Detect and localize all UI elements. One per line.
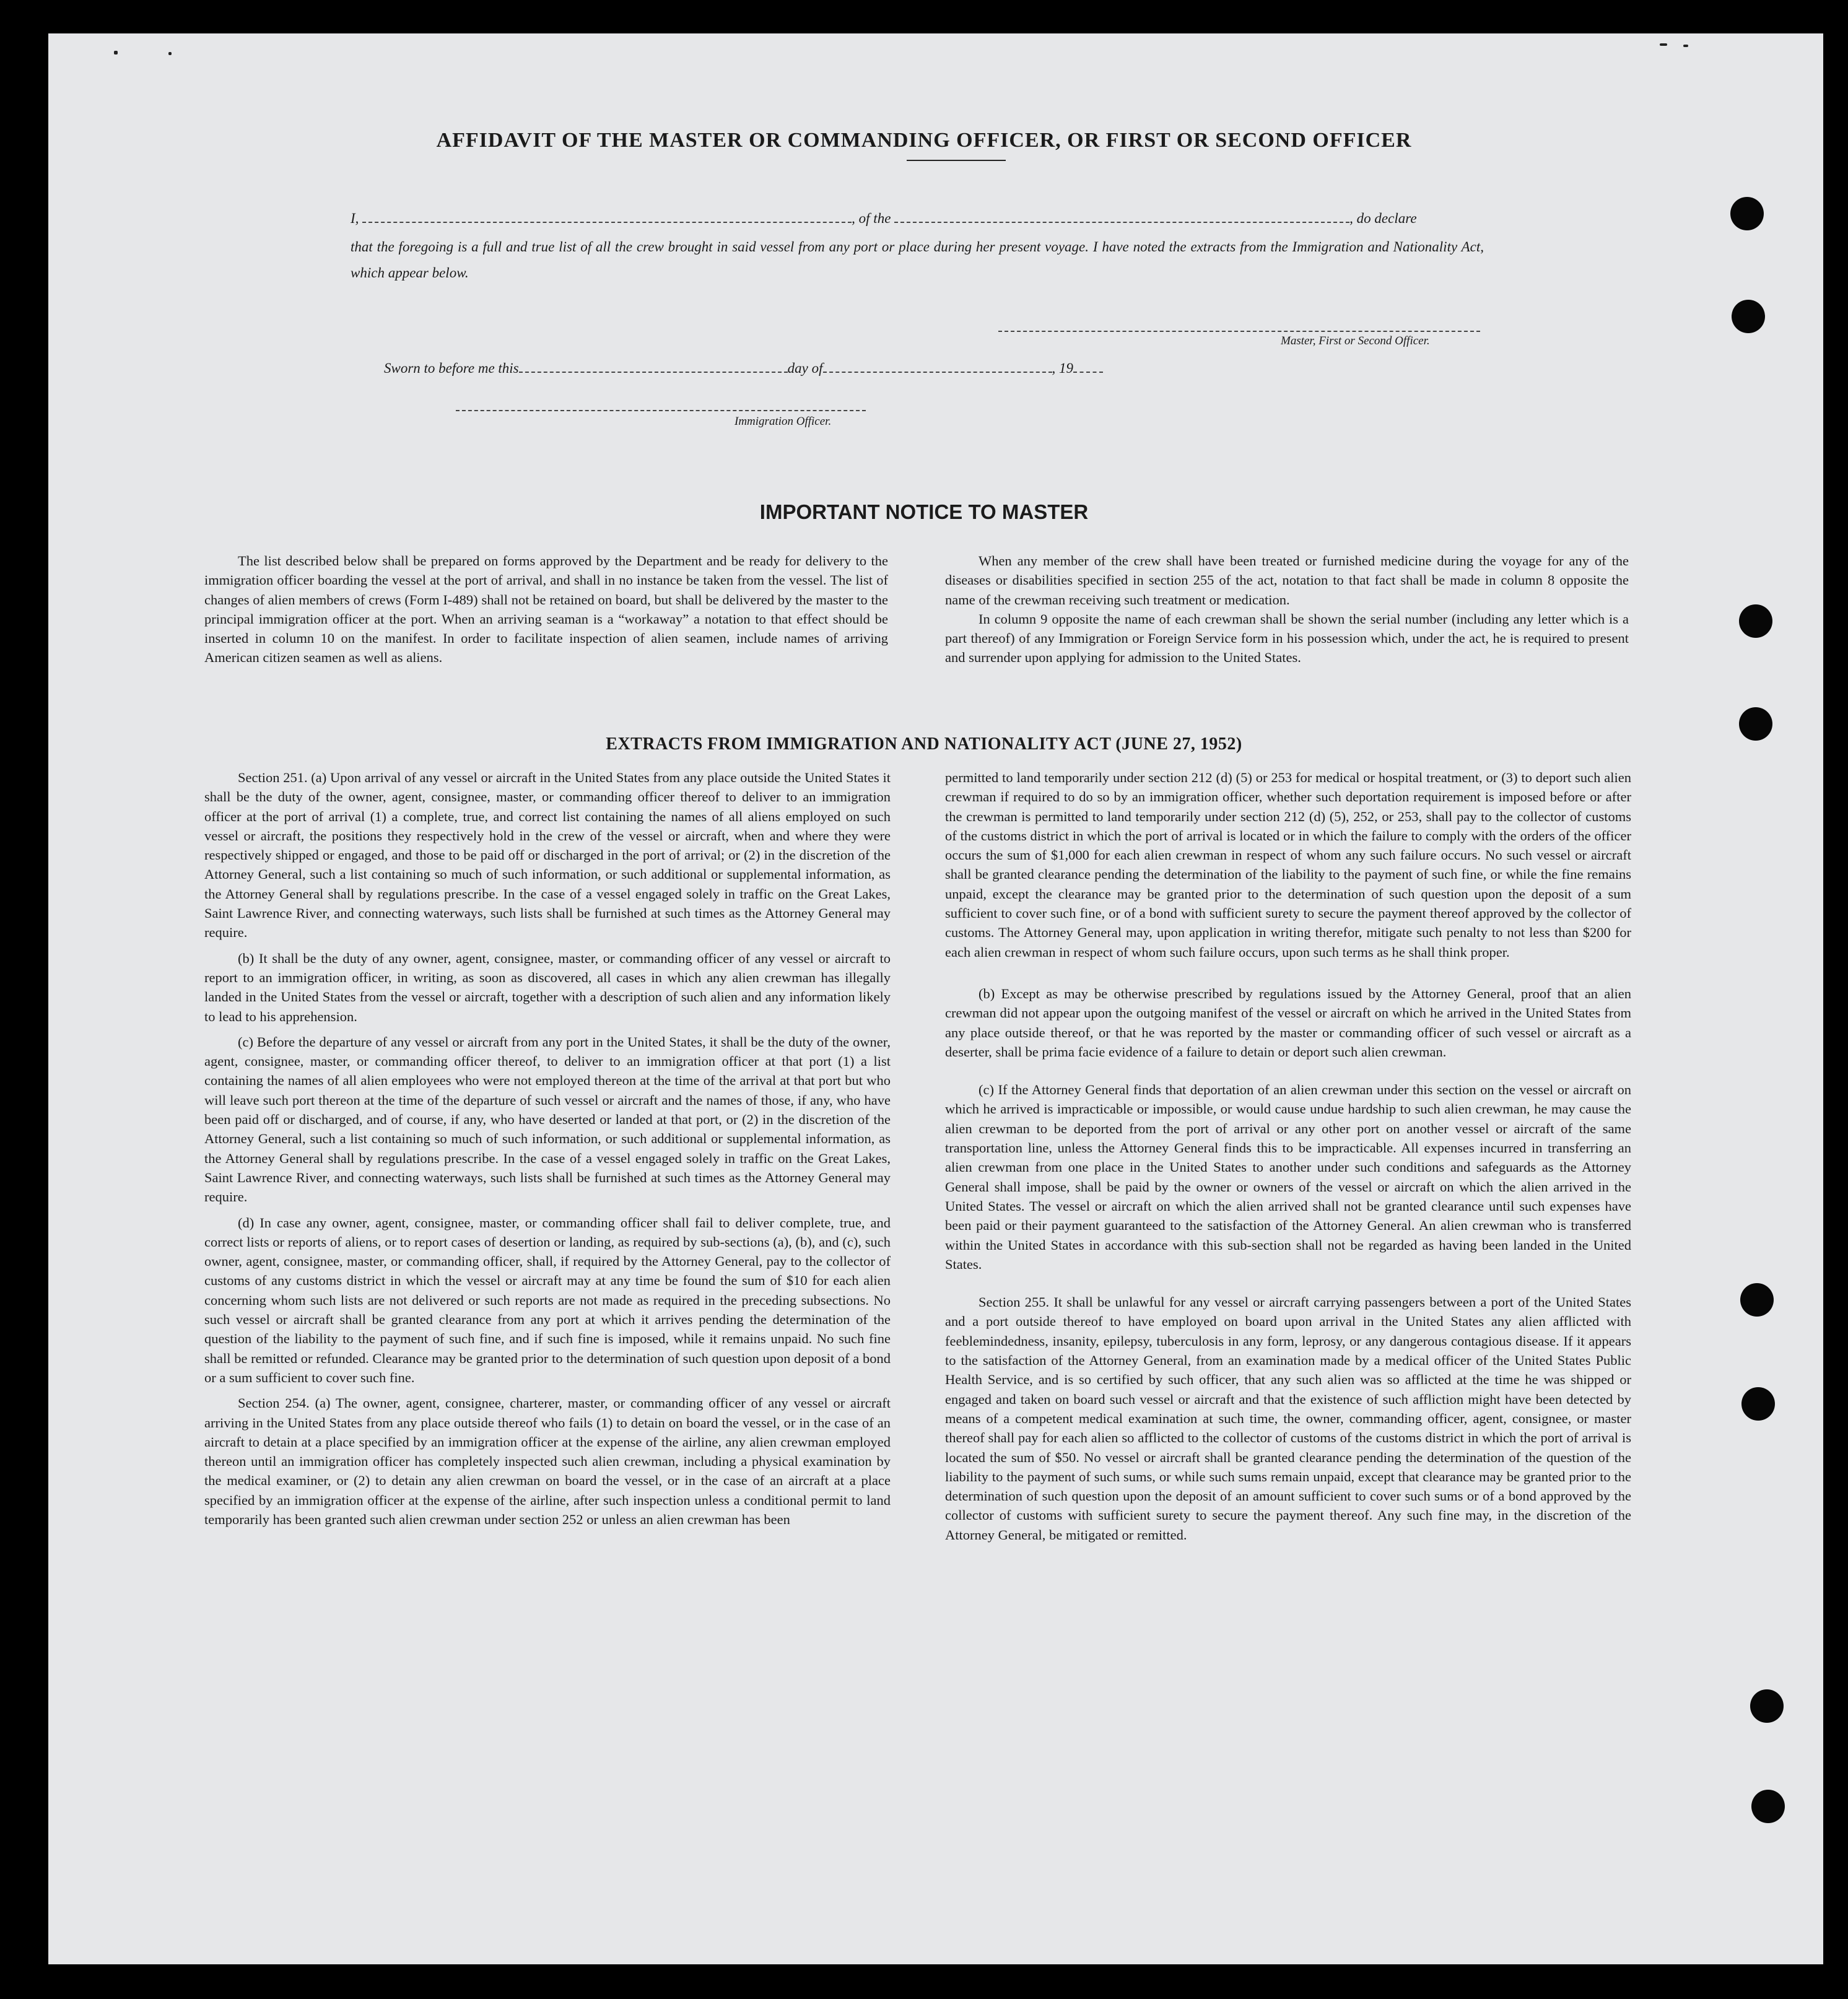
act-paragraph: (c) If the Attorney General finds that deportation of an alien crewman under this section on the vessel or aircraft on which he arrived is impracticable or impossible, or would cause undue hardship to such alien crewman, he may cause the alien crewman to be deported from the port of arrival or any other port on another vessel or aircraft of the same transportation line, unless the Attorney General finds this to be impracticable. All expenses incurred in transferring an alien crewman from one place in the United States to another under such conditions and safeguards as the Attorney General shall impose, shall be paid by the owner or owners of the vessel or aircraft on which the alien arrived in the United States. The vessel or aircraft on which the alien arrived shall not be granted clearance until such expenses have been paid or their payment guaranteed to the satisfaction of the Attorney General. An alien crewman who is transferred within the United States in accordance with this sub-section shall not be regarded as having been landed in the United States. [945,1082,1631,1272]
punch-hole [1732,300,1765,333]
notice-right-column [945,551,1629,668]
notice-left-column [204,551,888,668]
act-paragraph: (c) Before the departure of any vessel or aircraft from any port in the United States, it shall be the duty of the owner, agent, consignee, master, or commanding officer thereof, to deliver to an immigration officer at that port (1) a list containing the names of all alien employees who were not employed thereon at the time of the arrival at that port but who will leave such port thereon at the time of the departure of such vessel or aircraft and the names of those, if any, who have been paid off or discharged, and of course, if any, who have deserted or landed at that port, or (2) in the discretion of the Attorney General, such a list containing so much of such information, or such additional or supplemental information, as the Attorney General shall by regulations prescribe. In the case of a vessel engaged solely in traffic on the Great Lakes, Saint Lawrence River, and connecting waterways, such lists shall be furnished at such times as the Attorney General may require. [204,1034,891,1205]
title-rule [907,160,1006,161]
act-paragraph: Section 255. It shall be unlawful for any vessel or aircraft carrying passengers between a port of the United States and a port outside thereof to have employed on board upon arrival in the United States any alien afflicted with feeblemindedness, insanity, epilepsy, tuberculosis in any form, leprosy, or any dangerous contagious disease. If it appears to the satisfaction of the Attorney General, from an examination made by a medical officer of the United States Public Health Service, and is so certified by such officer, that any such alien was so afflicted at the time he was shipped or engaged and taken on board such vessel or aircraft and that the existence of such affliction might have been detected by means of a competent medical examination at such time, the owner, commanding officer, agent, consignee, or master thereof shall pay for each alien so afflicted to the collector of customs of the customs district in which the port of arrival is located the sum of $50. No vessel or aircraft shall be granted clearance pending the determination of the question of the liability to the payment of such sums, or while such sums remain unpaid, except that clearance may be granted prior to the determination of such question upon the deposit of an amount sufficient to cover such sums or of a bond approved by the collector of customs with sufficient surety to secure the payment thereof. Any such fine may, in the discretion of the Attorney General, be mitigated or remitted. [945,1294,1631,1543]
scan-speck [114,51,118,54]
do-declare-label: , do declare [1349,211,1417,226]
declaration-text: that the foregoing is a full and true list of all the crew brought in said vessel from any port or place during her present voyage. I have noted the extracts from the Immigration and Nationality Act, which appear below. [351,239,1484,281]
master-signature-line[interactable] [998,331,1480,332]
extracts-title: EXTRACTS FROM IMMIGRATION AND NATIONALITY ACT (JUNE 27, 1952) [606,734,1242,754]
affidavit-title: AFFIDAVIT OF THE MASTER OR COMMANDING OFFICER, OR FIRST OR SECOND OFFICER [436,129,1412,152]
sworn-day-field[interactable] [519,371,788,373]
punch-hole [1751,1790,1785,1823]
scan-speck [1683,45,1688,47]
of-the-label: , of the [852,211,891,226]
sworn-row [384,360,1103,377]
punch-hole [1741,1387,1775,1421]
vessel-field[interactable] [894,221,1349,223]
scan-speck [1660,43,1667,46]
notice-right-paragraph: When any member of the crew shall have been treated or furnished medicine during the voyage for any of the diseases or disabilities specified in section 255 of the act, notation to that fact shall be made in column 8 opposite the name of the crewman receiving such treatment or medication. [945,553,1629,608]
act-paragraph: (b) It shall be the duty of any owner, agent, consignee, master, or commanding officer of any vessel or aircraft to report to an immigration officer, in writing, as soon as discovered, all cases in which any alien crewman has illegally landed in the United States from the vessel or aircraft, together with a description of such alien and any information likely to lead to his apprehension. [204,950,891,1024]
punch-hole [1730,197,1764,230]
act-paragraph: Section 254. (a) The owner, agent, consignee, charterer, master, or commanding officer of any vessel or aircraft arriving in the United States from any place outside thereof who fails (1) to detain on board the vessel, or in the case of an aircraft to detain at a place specified by an immigration officer at the expense of the airline, any alien crewman employed thereon until an immigration officer has completely inspected such alien crewman, including a physical examination by the medical examiner, or (2) to detain any alien crewman on board the vessel, or in the case of an aircraft at a place specified by an immigration officer at the expense of the airline, after such inspection unless a conditional permit to land temporarily has been granted such alien crewman under section 252 or unless an alien crewman has been [204,1395,891,1527]
master-caption: Master, First or Second Officer. [1281,334,1430,347]
day-of-label: day of [787,360,823,376]
notice-title: IMPORTANT NOTICE TO MASTER [759,500,1089,523]
sworn-label: Sworn to before me this [384,360,519,376]
act-paragraph: (d) In case any owner, agent, consignee, master, or commanding officer shall fail to deliver complete, true, and correct lists or reports of aliens, or to report cases of desertion or landing, as required by sub-sections (a), (b), and (c), such owner, agent, consignee, master, or commanding officer, shall, if required by the Attorney General, pay to the collector of customs of any customs district in which the vessel or aircraft may at any time be found the sum of $10 for each alien concerning whom such lists are not delivered or such reports are not made as required in the preceding subsections. No such vessel or aircraft shall be granted clearance from any port at which it arrives pending the determination of the question of the liability to the payment of such fine, and if such fine is imposed, while it remains unpaid. No such fine shall be remitted or refunded. Clearance may be granted prior to the determination of such question upon deposit of a bond or a sum sufficient to cover such fine. [204,1214,891,1385]
extracts-right-column [945,768,1631,1544]
notice-left-paragraph: The list described below shall be prepared on forms approved by the Department and be ready for delivery to the immigration officer boarding the vessel at the port of arrival, and shall in no instance be taken from the vessel. The list of changes of alien members of crews (Form I-489) shall not be retained on board, but shall be delivered by the master to the principal immigration officer at the port. When an arriving seaman is a “workaway” a notation to that effect should be inserted in column 10 on the manifest. In order to facilitate inspection of alien seamen, include names of arriving American citizen seamen as well as aliens. [204,553,888,666]
officer-caption: Immigration Officer. [734,415,832,428]
declaration-fill-row [351,211,1484,227]
name-field[interactable] [362,221,852,223]
punch-hole [1740,1283,1774,1317]
extracts-left-column [204,768,891,1529]
act-paragraph: (b) Except as may be otherwise prescribed by regulations issued by the Attorney General, proof that an alien crewman did not appear upon the outgoing manifest of the vessel or aircraft on which he arrived in the United States from any place outside thereof, or that he was reported by the master or commanding officer of such vessel or aircraft as a deserter, shall be prima facie evidence of a failure to detain or deport such alien crewman. [945,985,1631,1060]
scan-speck [168,52,172,55]
i-label: I, [351,211,359,226]
sworn-month-field[interactable] [823,371,1052,373]
act-paragraph: Section 251. (a) Upon arrival of any vessel or aircraft in the United States from any place outside the United States it shall be the duty of the owner, agent, consignee, master, or commanding officer thereof to deliver to an immigration officer at the port of arrival (1) a complete, true, and correct list containing the names of all aliens employed on such vessel or aircraft, the positions they respectively hold in the crew of the vessel or aircraft, when and where they were respectively shipped or engaged, and those to be paid off or discharged in the port of arrival; or (2) in the discretion of the Attorney General, such a list containing so much of such information, or such additional or supplemental information, as the Attorney General shall by regulations prescribe. In the case of a vessel engaged solely in traffic on the Great Lakes, Saint Lawrence River, and connecting waterways, such lists shall be furnished at such times as the Attorney General may require. [204,770,891,941]
year-label: , 19 [1052,360,1073,376]
punch-hole [1750,1689,1784,1723]
officer-signature-line[interactable] [456,410,866,411]
notice-right-paragraph: In column 9 opposite the name of each crewman shall be shown the serial number (including any letter which is a part thereof) of any Immigration or Foreign Service form in his possession which, under the act, he is required to present and surrender upon applying for admission to the United States. [945,611,1629,666]
sworn-year-field[interactable] [1073,371,1103,373]
punch-hole [1739,604,1772,638]
act-paragraph: permitted to land temporarily under section 212 (d) (5) or 253 for medical or hospital treatment, or (3) to deport such alien crewman if required to do so by an immigration officer, whether such deportation requirement is imposed before or after the crewman is permitted to land temporarily under section 212 (d) (5), 252, or 253, shall pay to the collector of customs of the customs district in which the port of arrival is located or in which the failure to comply with the orders of the officer occurs the sum of $1,000 for each alien crewman in respect of whom any such failure occurs. No such vessel or aircraft shall be granted clearance pending the determination of the liability to the payment of such fine, or while the fine remains unpaid, except the clearance may be granted prior to the determination of such question upon the deposit of a sum sufficient to cover such fine, or of a bond with sufficient surety to secure the payment thereof approved by the collector of customs. The Attorney General may, upon application in writing therefor, mitigate such penalty to not less than $200 for each alien crewman in respect of whom such failure occurs, upon such terms as he shall think proper. [945,770,1631,960]
